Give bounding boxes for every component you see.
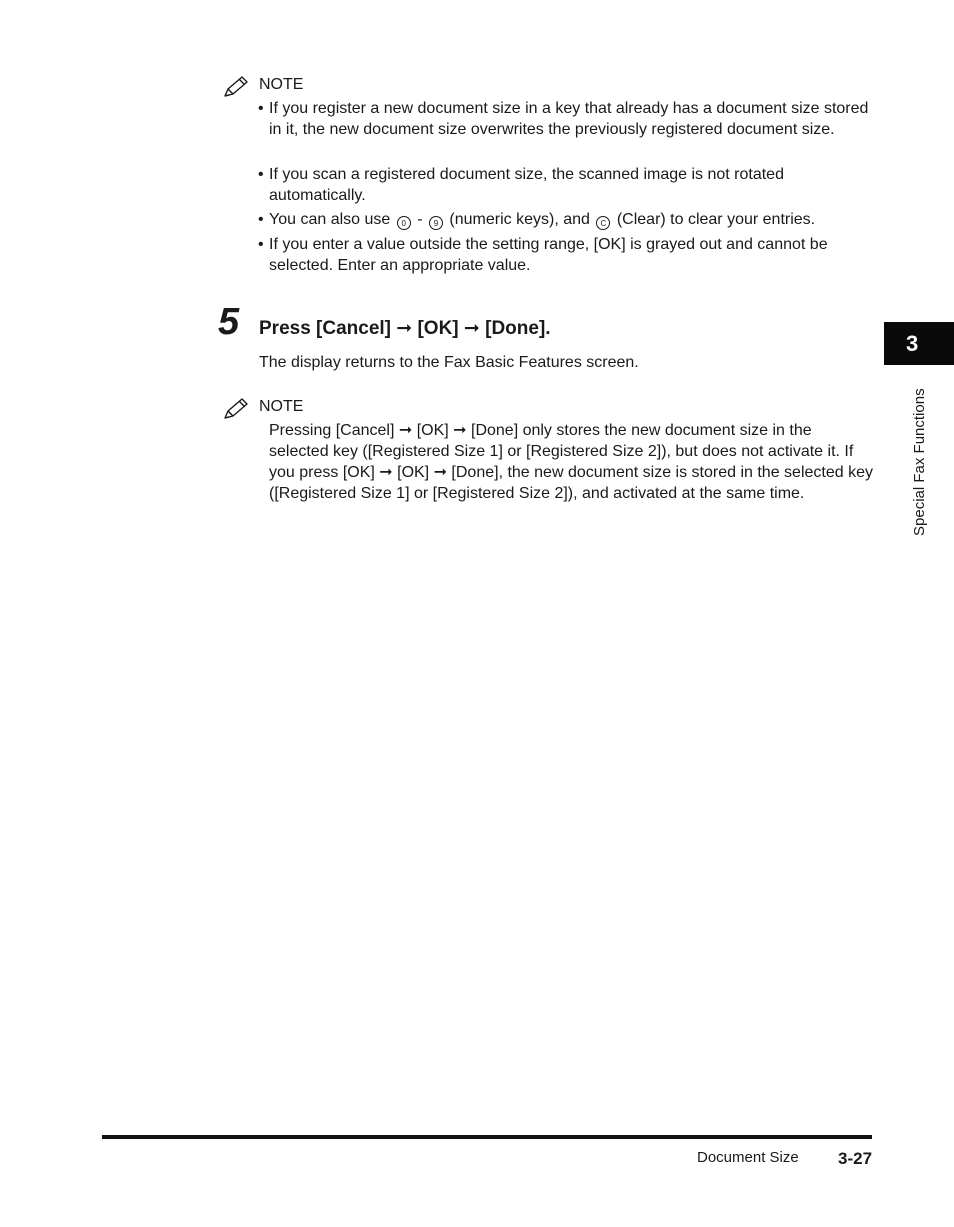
bullet: •	[258, 166, 264, 183]
list-item	[258, 98, 870, 140]
list-item-text	[269, 209, 870, 230]
chapter-tab: 3	[884, 322, 954, 365]
note-label: NOTE	[259, 76, 304, 93]
list-item	[258, 164, 870, 206]
text-segment: -	[417, 211, 423, 228]
list-item	[258, 209, 870, 230]
bullet: •	[258, 100, 264, 117]
numeric-key-9-icon: 9	[429, 216, 443, 230]
note-label: NOTE	[259, 398, 304, 415]
pencil-icon	[222, 75, 250, 99]
step-title: Press [Cancel] ➞ [OK] ➞ [Done].	[259, 318, 551, 339]
step-description: The display returns to the Fax Basic Features screen.	[259, 354, 639, 371]
step-number: 5	[218, 301, 240, 343]
chapter-title: Special Fax Functions	[911, 388, 928, 536]
text-segment: You can also use	[269, 211, 391, 228]
text-segment: (Clear) to clear your entries.	[616, 211, 816, 228]
list-item-text: If you enter a value outside the setting range, [OK] is grayed out and cannot be selected. Enter an appropriate value.	[269, 236, 828, 274]
footer-divider	[102, 1135, 872, 1139]
list-item	[258, 234, 870, 276]
page-number: 3-27	[838, 1149, 873, 1168]
pencil-icon	[222, 397, 250, 421]
list-item-text: If you scan a registered document size, the scanned image is not rotated automatically.	[269, 166, 784, 204]
numeric-key-0-icon: 0	[397, 216, 411, 230]
text-segment: (numeric keys), and	[449, 211, 590, 228]
clear-key-icon: C	[596, 216, 610, 230]
bullet: •	[258, 211, 264, 228]
bullet: •	[258, 236, 264, 253]
list-item-text: If you register a new document size in a key that already has a document size stored in it, the new document size overwrites the previously registered document size.	[269, 100, 869, 138]
footer-section-title: Document Size	[697, 1149, 799, 1166]
note-text: Pressing [Cancel] ➞ [OK] ➞ [Done] only stores the new document size in the selected key ([Registered Size 1] or [Registered Size 2]), but does not activate it. If you press [OK] ➞ [OK] ➞ [Done], the new document size is stored in the selected key ([Registered Size 1] or [Registered Size 2]), and activated at the same time.	[269, 422, 873, 502]
